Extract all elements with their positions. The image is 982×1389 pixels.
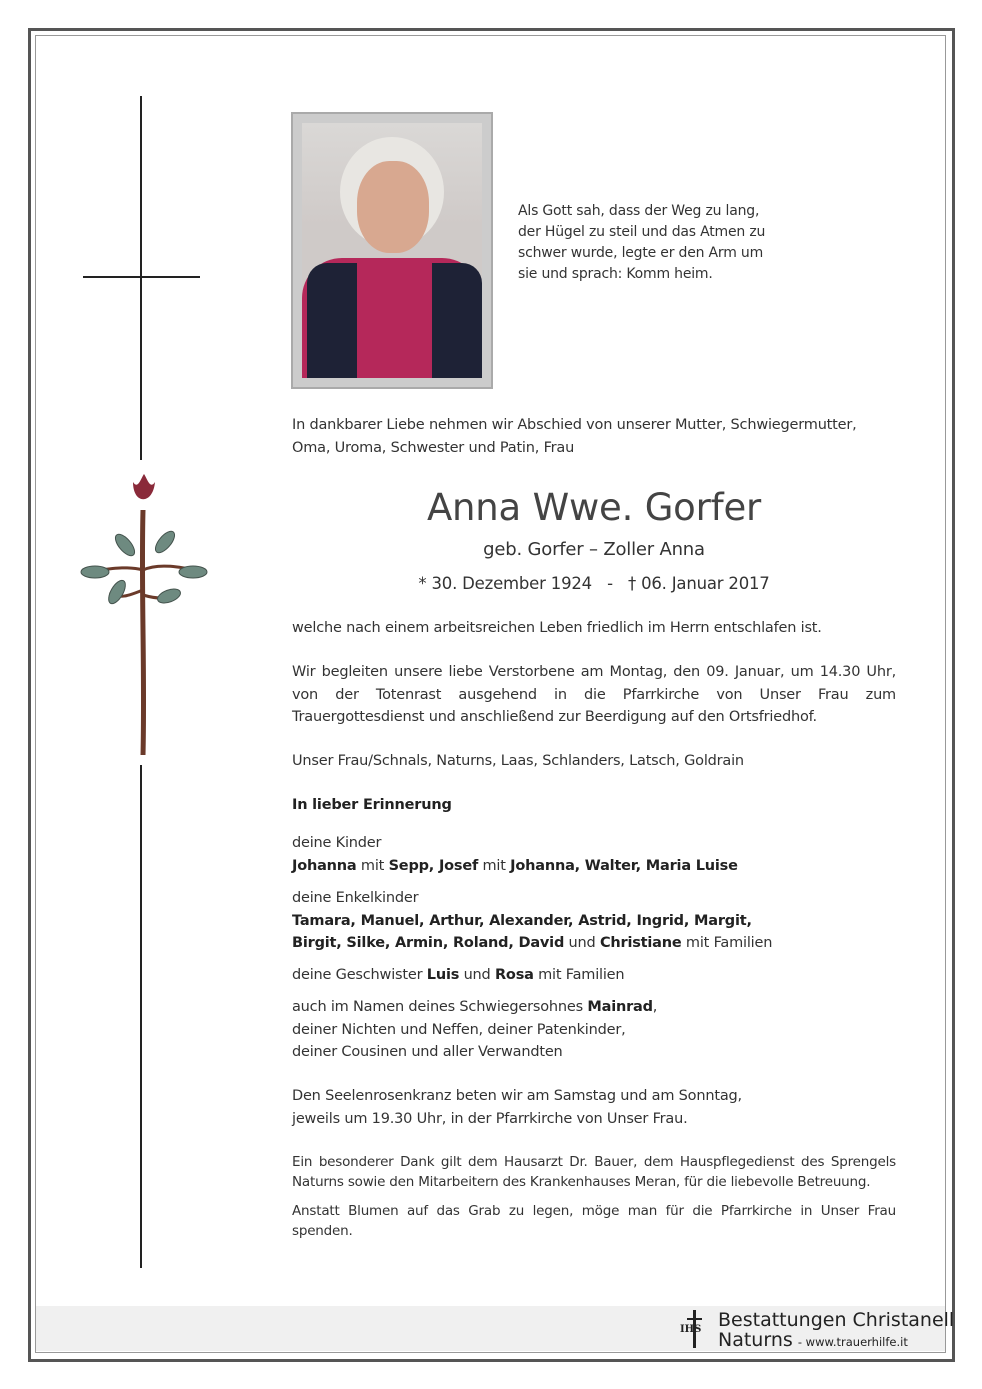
footer-line2 [718, 1330, 908, 1350]
life-dates: * 30. Dezember 1924 - † 06. Januar 2017 [418, 574, 770, 593]
grandchildren-label: deine Enkelkinder [292, 890, 419, 906]
memory-heading: In lieber Erinnerung [292, 797, 452, 813]
siblings-line: deine Geschwister Luis und Rosa mit Familien [292, 967, 625, 983]
grandchildren-section: deine Enkelkinder Tamara, Manuel, Arthur, Alexander, Astrid, Ingrid, Margit, Birgit, Silke, Armin, Roland, David und Christiane mit Familien [292, 887, 896, 955]
poem-text: Als Gott sah, dass der Weg zu lang, der Hügel zu steil und das Atmen zu schwer wurde, legte er den Arm um sie und sprach: Komm heim. [518, 203, 766, 282]
ihs-logo-icon: IHS [680, 1310, 710, 1350]
cross-horizontal-line [83, 276, 200, 278]
name: Christiane [599, 935, 682, 951]
names: Birgit, Silke, Armin, Roland, David [292, 935, 565, 951]
children-label: deine Kinder [292, 835, 382, 851]
rose-icon [75, 470, 215, 765]
rosary-section: Den Seelenrosenkranz beten wir am Samstag und am Sonntag, jeweils um 19.30 Uhr, in der Pfarrkirche von Unser Frau. [292, 1088, 742, 1127]
name: Sepp, Josef [388, 857, 479, 874]
intro-text: In dankbarer Liebe nehmen wir Abschied von unserer Mutter, Schwiegermutter, Oma, Uroma, Schwester und Patin, Frau [292, 417, 857, 456]
footer-town: Naturns [718, 1329, 793, 1351]
flowers-text: Anstatt Blumen auf das Grab zu legen, möge man für die Pfarrkirche in Unser Frau spenden. [292, 1203, 896, 1239]
footer-website[interactable]: - www.trauerhilfe.it [797, 1335, 908, 1349]
thanks-text: Ein besonderer Dank gilt dem Hausarzt Dr. Bauer, dem Hauspflegedienst des Sprengels Naturns sowie den Mitarbeitern des Krankenhauses Meran, für die liebevolle Betreuung. [292, 1154, 896, 1190]
deceased-name: Anna Wwe. Gorfer [426, 486, 762, 529]
places-text: Unser Frau/Schnals, Naturns, Laas, Schlanders, Latsch, Goldrain [292, 753, 744, 769]
birth-name: geb. Gorfer – Zoller Anna [483, 539, 705, 560]
portrait-photo [302, 123, 482, 378]
passed-text: welche nach einem arbeitsreichen Leben friedlich im Herrn entschlafen ist. [292, 620, 822, 636]
also-section: auch im Namen deines Schwiegersohnes Mainrad, deiner Nichten und Neffen, deiner Patenkinder, deiner Cousinen und aller Verwandten [292, 999, 658, 1060]
cross-lower-line [140, 765, 142, 1268]
portrait-frame [291, 112, 493, 389]
children-section: deine Kinder Johanna mit Sepp, Josef mit Johanna, Walter, Maria Luise [292, 832, 896, 877]
names: Tamara, Manuel, Arthur, Alexander, Astrid, Ingrid, Margit, [292, 912, 752, 929]
footer-company: Bestattungen Christanell [718, 1309, 955, 1331]
name: Johanna, Walter, Maria Luise [510, 857, 738, 874]
cross-vertical-line [140, 96, 142, 460]
funeral-text: Wir begleiten unsere liebe Verstorbene am Montag, den 09. Januar, um 14.30 Uhr, von der Totenrast ausgehend in die Pfarrkirche von Unser Frau zum Trauergottesdienst und anschließend zur Beerdigung auf den Ortsfriedhof. [292, 664, 896, 725]
name: Johanna [292, 857, 357, 874]
